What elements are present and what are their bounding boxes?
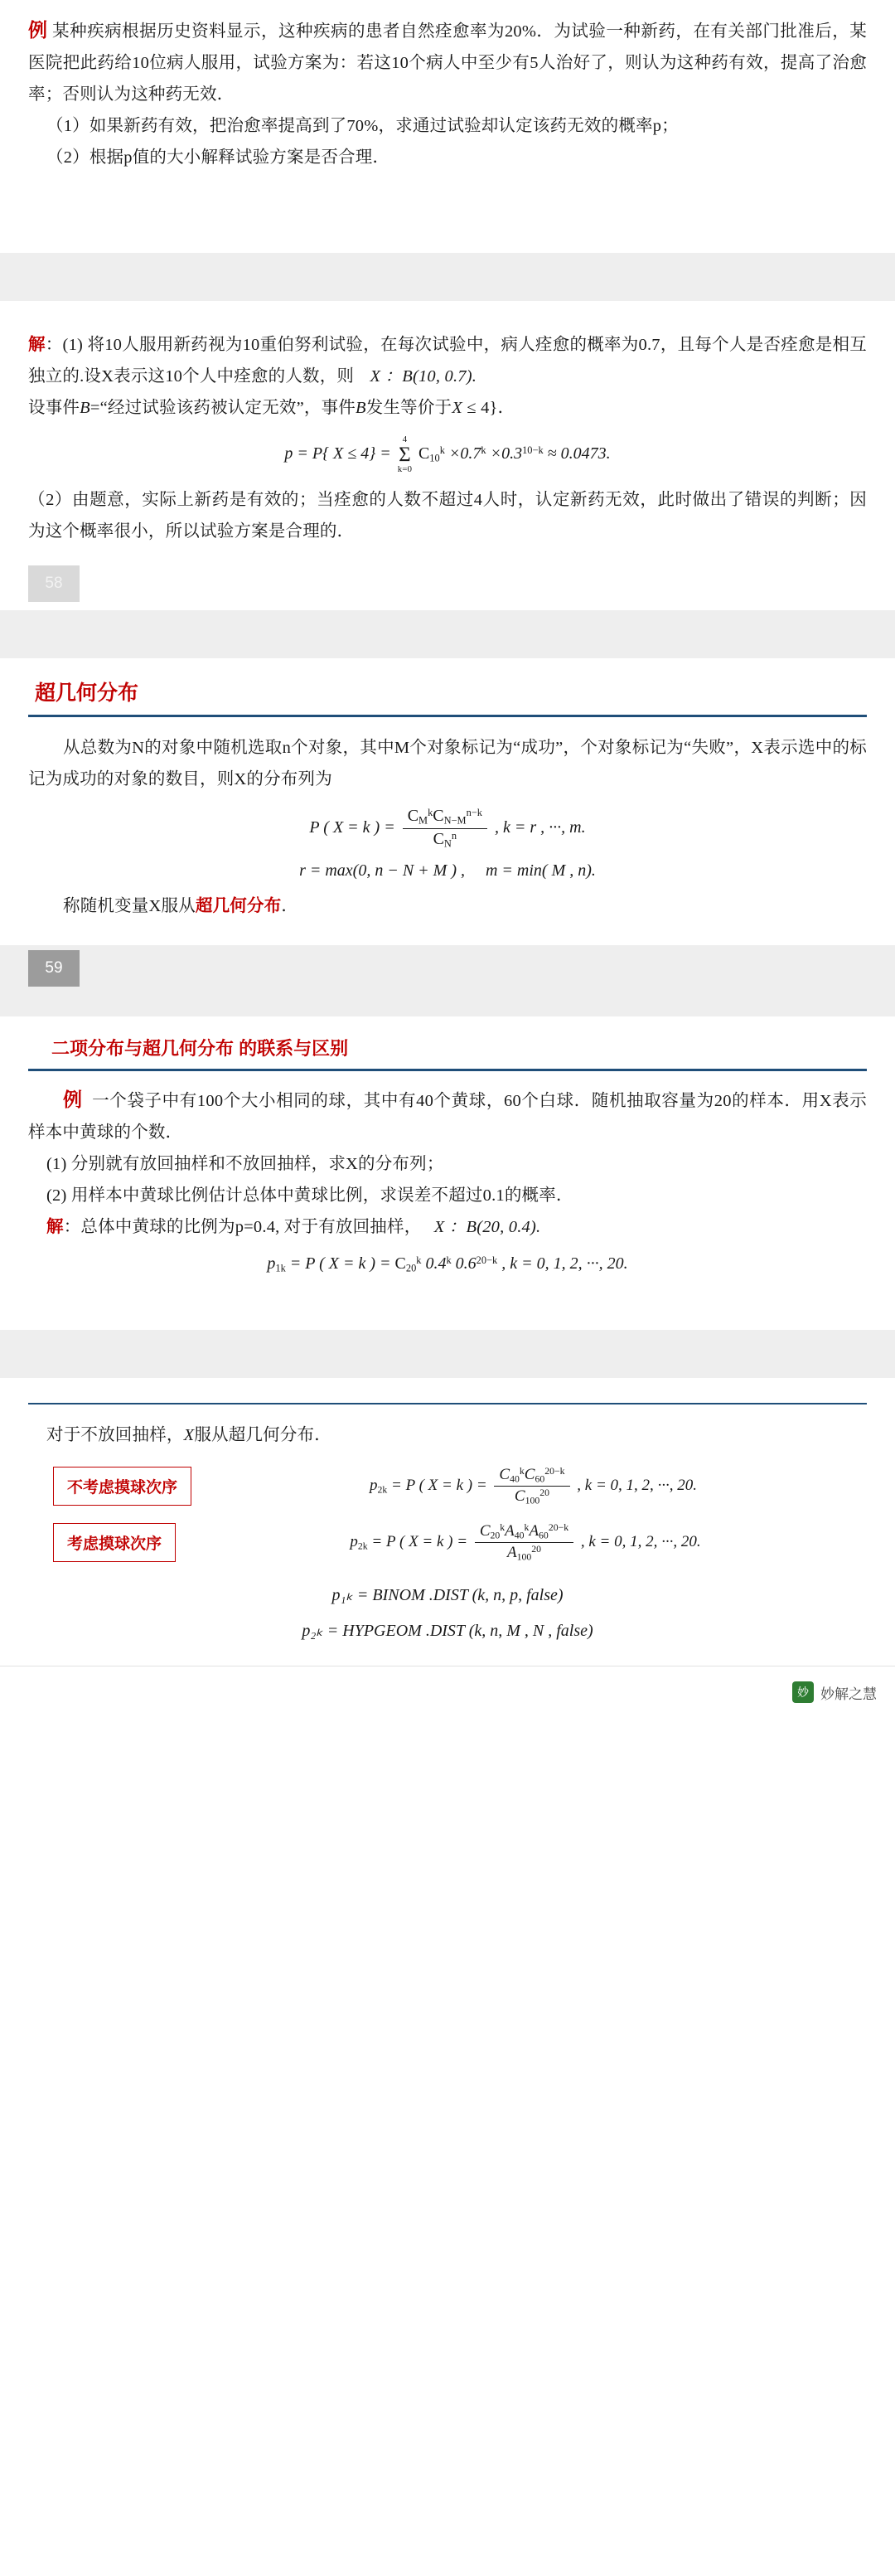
spacer-3: [0, 547, 895, 560]
example-1-block: [0, 0, 895, 173]
page-number-58-wrap: [0, 560, 895, 610]
hypergeometric-header: [0, 658, 895, 715]
section-gap-2: [0, 610, 895, 658]
hypergeometric-title: 超几何分布: [35, 682, 139, 705]
comparison-solution-text: ：总体中黄球的比例为p=0.4, 对于有放回抽样，: [63, 1218, 422, 1237]
nonreplace-body: [0, 1404, 895, 1641]
section-gap-3: [0, 995, 895, 1016]
comparison-example-text: 一个袋子中有100个大小相同的球，其中有40个黄球，60个白球．随机抽取容量为20的样本．用X表示样本中黄球的个数．: [28, 1092, 867, 1142]
spacer-7: [0, 1651, 895, 1666]
comparison-solution-formula: $p_{1k} = P$ ( X = k ) = $C_{20}^k$ 0.4$^k$ $0.6^{20-k}$ , k = 0, 1, 2, ···, 20.: [267, 1254, 628, 1274]
hypergeometric-conclusion-pre: 称随机变量X服从: [63, 897, 196, 916]
section-gap-1: [0, 253, 895, 301]
no-order-formula: $p_{2k} = P$ ( X = k ) = $\frac{C_{40}^kC_{60}^{20-k}}{C_{100}^{20}}$ , k = 0, 1, 2, ···, 20.: [369, 1465, 698, 1506]
nonreplace-row-1: [28, 1466, 867, 1507]
account-logo-icon: 妙: [792, 1681, 814, 1703]
comparison-example-label: 例: [63, 1089, 83, 1111]
hypergeometric-conclusion-red: 超几何分布: [195, 897, 282, 916]
comparison-solution-label: 解: [46, 1218, 64, 1237]
hypergeometric-formula-1: P ( X = k ) = $\frac{C_M^kC_{N-M}^{n-k}}{C_N^n}$ , k = r , ···, m.: [309, 807, 586, 850]
excel-formula-1: p₁ₖ = BINOM .DIST (k, n, p, false): [331, 1586, 564, 1605]
page-number-59: 59: [28, 950, 80, 987]
hypergeometric-conclusion-post: ．: [281, 897, 299, 916]
comparison-header: [0, 1016, 895, 1069]
solution-1-paragraph: [28, 329, 867, 392]
spacer-blank: [0, 173, 895, 253]
comparison-solution-paragraph: [28, 1211, 867, 1243]
with-order-label: 考虑摸球次序: [53, 1523, 176, 1562]
section-gap-4: [0, 1330, 895, 1378]
solution-1-explanation: （2）由题意，实际上新药是有效的；当痊愈的人数不超过4人时，认定新药无效，此时做出了错误的判断；因为这个概率很小，所以试验方案是合理的．: [28, 491, 867, 541]
comparison-example-paragraph: [28, 1084, 867, 1148]
solution-1-event-line: 设事件B=“经过试验该药被认定无效”，事件B发生等价于X ≤ 4}．: [28, 399, 515, 417]
page-number-59-wrap: [0, 945, 895, 995]
solution-1-formula: p = P{ X ≤ 4} = 4 Σ k=0 $C_{10}^k \times 0.7^k \times 0.3^{10-k} \approx 0.0473$.: [284, 434, 611, 474]
example-label: 例: [28, 20, 48, 41]
spacer-5: [0, 1285, 895, 1330]
comparison-question-1: (1) 分别就有放回抽样和不放回抽样，求X的分布列；: [46, 1155, 444, 1174]
solution-1-distribution: X ：B(10, 0.7).: [370, 367, 477, 386]
example-1-question-1: （1）如果新药有效，把治愈率提高到了70%，求通过试验却认定该药无效的概率p；: [46, 117, 679, 135]
hypergeometric-conclusion: [28, 890, 867, 922]
comparison-question-2: (2) 用样本中黄球比例估计总体中黄球比例，求误差不超过0.1的概率．: [46, 1186, 573, 1206]
solution-1-text: ：(1) 将10人服用新药视为10重伯努利试验，在每次试验中，病人痊愈的概率为0.7，且每个人是否痊愈是相互独立的.设X表示这10个人中痊愈的人数，则: [28, 336, 868, 386]
account-name: 妙解之慧: [820, 1686, 877, 1702]
account-badge[interactable]: [792, 1681, 877, 1703]
spacer-6: [0, 1378, 895, 1403]
hypergeometric-paragraph: 从总数为N的对象中随机选取n个对象，其中M个对象标记为“成功”，个对象标记为“失败”，X表示选中的标记为成功的对象的数目，则X的分布列为: [28, 739, 867, 788]
nonreplace-row-2: [28, 1522, 867, 1564]
with-order-formula: $p_{2k} = P$ ( X = k ) = $\frac{C_{20}^kA_{40}^kA_{60}^{20-k}}{A_{100}^{20}}$ , k = 0, 1, 2, ···, 20.: [350, 1521, 701, 1563]
spacer-2: [0, 301, 895, 329]
comparison-solution-distribution: X ：B(20, 0.4).: [433, 1218, 541, 1237]
spacer-4: [0, 922, 895, 945]
footer-bar: [0, 1666, 895, 1718]
comparison-title: 二项分布与超几何分布 的联系与区别: [51, 1038, 349, 1060]
nonreplace-line: 对于不放回抽样，X服从超几何分布．: [46, 1425, 331, 1444]
solution-label: 解: [28, 336, 46, 354]
hypergeometric-body: [0, 717, 895, 922]
example-1-question-2: （2）根据p值的大小解释试验方案是否合理．: [46, 148, 390, 167]
hypergeometric-formula-2: r = max(0, n − N + M ) , m = min( M , n).: [299, 861, 596, 880]
excel-formula-2: p₂ₖ = HYPGEOM .DIST (k, n, M , N , false): [302, 1622, 593, 1641]
no-order-label: 不考虑摸球次序: [53, 1467, 191, 1506]
example-1-text: 某种疾病根据历史资料显示，这种疾病的患者自然痊愈率为20%．为试验一种新药，在有关部门批准后，某医院把此药给10位病人服用，试验方案为：若这10个病人中至少有5人治好了，则认为这种药有效，提高了治愈率；否则认为这种药无效．: [28, 22, 867, 104]
comparison-body: [0, 1071, 895, 1275]
example-1-paragraph: [28, 15, 867, 110]
solution-1-block: [0, 329, 895, 547]
page-number-58: 58: [28, 565, 80, 602]
